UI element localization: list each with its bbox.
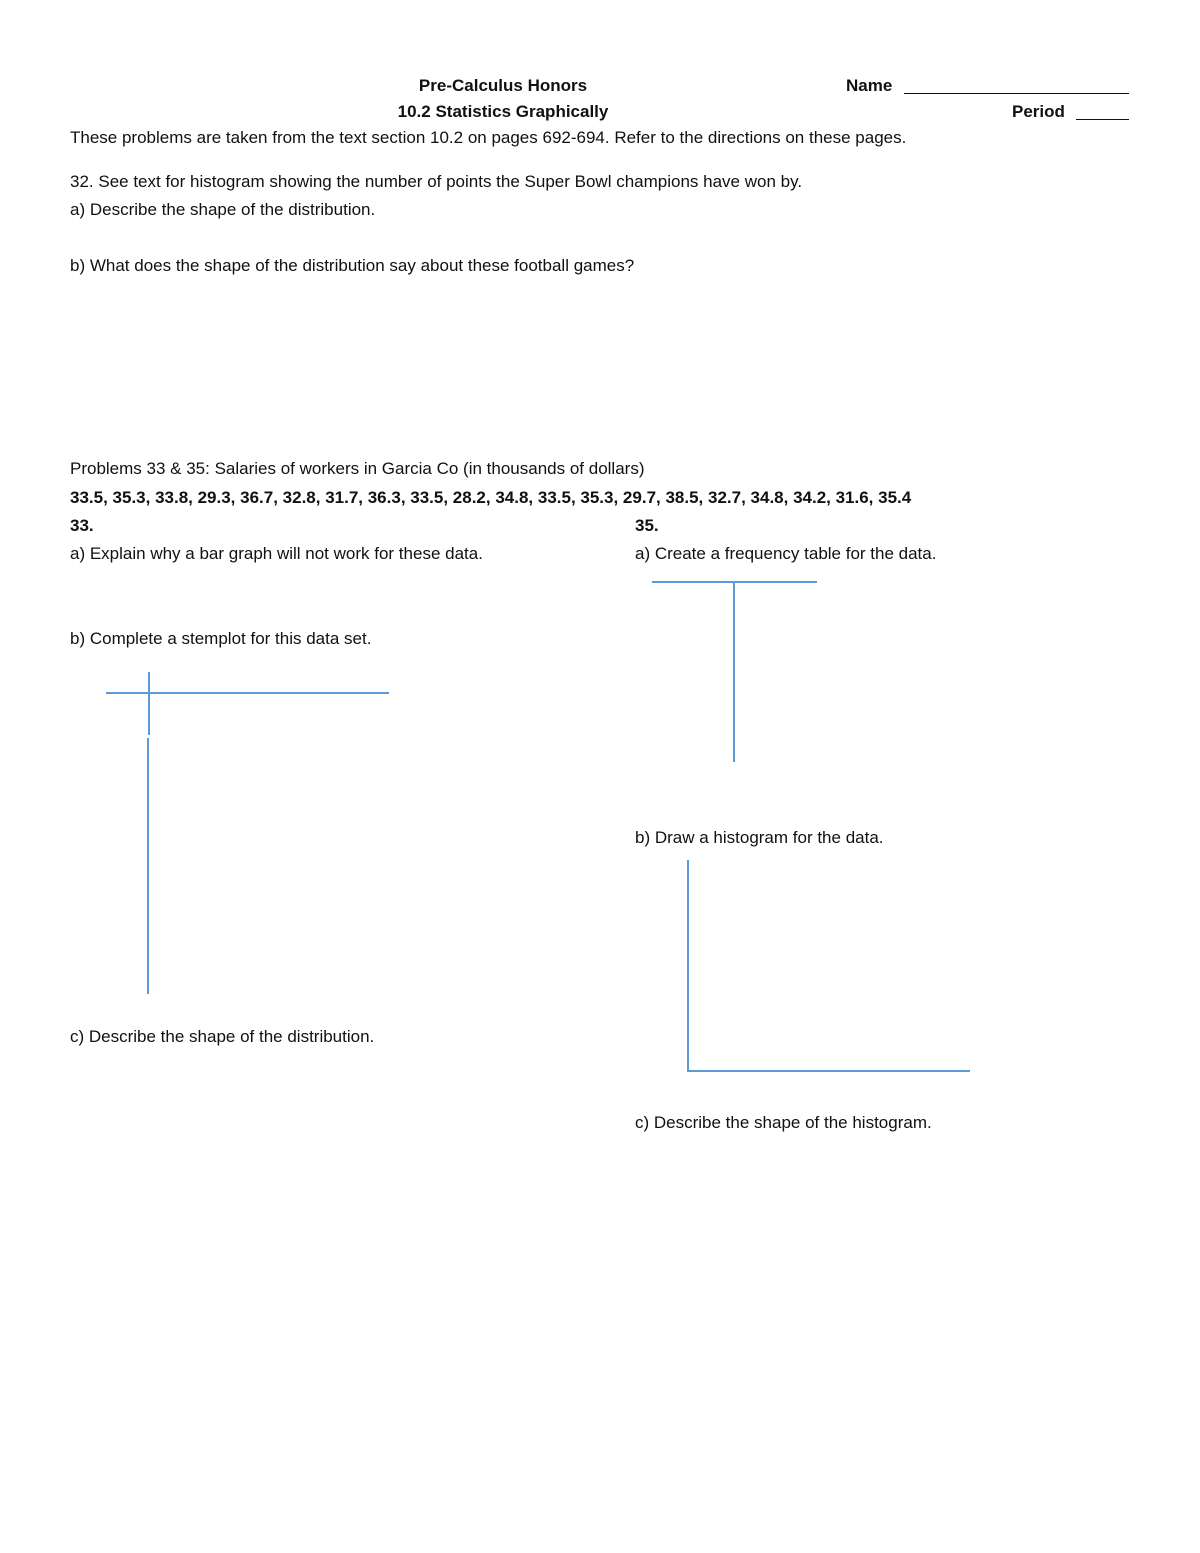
- name-blank[interactable]: [904, 93, 1129, 94]
- histogram-y-axis: [687, 860, 689, 1071]
- problem-35-number: 35.: [635, 516, 659, 535]
- salary-data-line: 33.5, 35.3, 33.8, 29.3, 36.7, 32.8, 31.7, 36.3, 33.5, 28.2, 34.8, 33.5, 35.3, 29.7, 38.5, 32.7, 34.8, 34.2, 31.6, 35.4: [70, 488, 912, 507]
- problem-33-part-b: b) Complete a stemplot for this data set.: [70, 629, 372, 648]
- problem-35-part-c: c) Describe the shape of the histogram.: [635, 1113, 932, 1132]
- problem-35-part-a: a) Create a frequency table for the data.: [635, 544, 937, 563]
- problems-33-35-heading: Problems 33 & 35: Salaries of workers in Garcia Co (in thousands of dollars): [70, 459, 645, 478]
- problem-33-part-a: a) Explain why a bar graph will not work for these data.: [70, 544, 483, 563]
- problem-32-part-b: b) What does the shape of the distribution say about these football games?: [70, 256, 635, 275]
- intro-text: These problems are taken from the text section 10.2 on pages 692-694. Refer to the directions on these pages.: [70, 128, 907, 147]
- name-label: Name: [846, 76, 893, 95]
- period-blank[interactable]: [1076, 119, 1129, 120]
- problem-35-part-b: b) Draw a histogram for the data.: [635, 828, 884, 847]
- course-title: Pre-Calculus Honors: [418, 76, 588, 95]
- frequency-table-vertical-line: [733, 582, 735, 762]
- frequency-table-horizontal-line: [652, 581, 817, 583]
- section-title: 10.2 Statistics Graphically: [397, 102, 609, 121]
- problem-33-number: 33.: [70, 516, 94, 535]
- histogram-x-axis: [687, 1070, 970, 1072]
- stemplot-vertical-line: [147, 738, 149, 994]
- problem-32-prompt: 32. See text for histogram showing the number of points the Super Bowl champions have won by.: [70, 172, 803, 191]
- period-label: Period: [1012, 102, 1065, 121]
- problem-33-part-c: c) Describe the shape of the distribution.: [70, 1027, 375, 1046]
- problem-32-part-a: a) Describe the shape of the distribution.: [70, 200, 376, 219]
- stemplot-vertical-line-top: [148, 672, 150, 735]
